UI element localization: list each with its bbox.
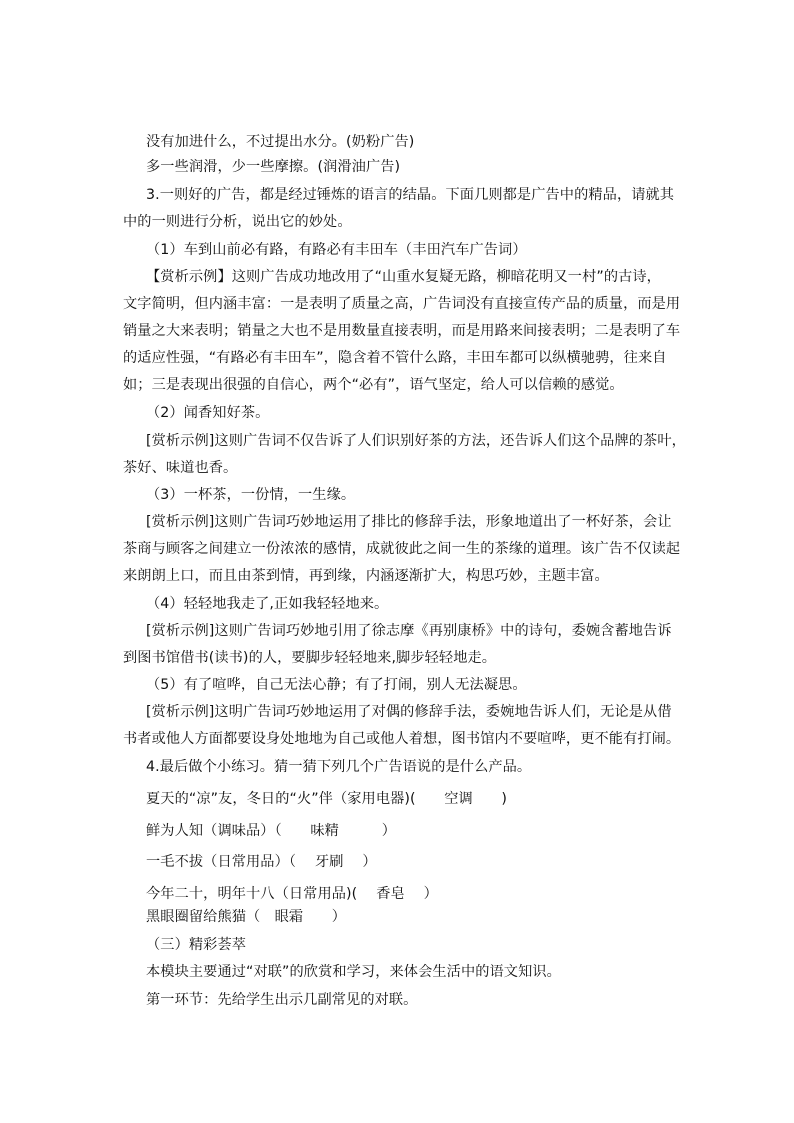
text-line: 销量之大来表明；销量之大也不是用数量直接表明，而是用路来间接表明；二是表明了车: [123, 323, 681, 339]
text-line: 的适应性强，“有路必有丰田车”，隐含着不管什么路，丰田车都可以纵横驰骋，往来自: [123, 350, 667, 366]
text-line: [赏析示例]这则广告词巧妙地运用了排比的修辞手法，形象地道出了一杯好茶，会让: [146, 514, 672, 530]
text-line: 中的一则进行分析，说出它的妙处。: [123, 214, 352, 230]
text-line: （1）车到山前必有路，有路必有丰田车（丰田汽车广告词）: [146, 242, 527, 258]
text-line: 到图书馆借书(读书)的人，要脚步轻轻地来,脚步轻轻地走。: [123, 650, 497, 666]
text-line: 茶好、味道也香。: [123, 460, 238, 476]
text-line: 黑眼圈留给熊猫（ 眼霜 ）: [146, 909, 347, 925]
text-line: [赏析示例]这则广告词不仅告诉了人们识别好茶的方法，还告诉人们这个品牌的茶叶，: [146, 433, 686, 449]
text-line: 来朗朗上口，而且由茶到情，再到缘，内涵逐渐扩大，构思巧妙，主题丰富。: [123, 568, 609, 584]
text-line: 夏天的“凉”友，冬日的“火”伴（家用电器)( 空调 ): [146, 791, 508, 807]
text-line: 没有加进什么，不过提出水分。(奶粉广告): [146, 134, 415, 150]
text-line: 茶商与顾客之间建立一份浓浓的感情，成就彼此之间一生的茶缘的道理。该广告不仅读起: [123, 541, 681, 557]
section-heading: （三）精彩荟萃: [146, 937, 247, 953]
text-line: （5）有了喧哗，自己无法心静；有了打闹，别人无法凝思。: [146, 677, 527, 693]
text-line: 鲜为人知（调味品）（ 味精 ）: [146, 823, 397, 839]
text-line: 第一环节：先给学生出示几副常见的对联。: [146, 992, 418, 1008]
text-line: [赏析示例]这明广告词巧妙地运用了对偶的修辞手法，委婉地告诉人们，无论是从借: [146, 704, 672, 720]
text-line: 文字简明，但内涵丰富：一是表明了质量之高，广告词没有直接宣传产品的质量，而是用: [123, 296, 681, 312]
text-line: 今年二十，明年十八（日常用品)( 香皂 ）: [146, 886, 438, 902]
text-line: 如；三是表现出很强的自信心，两个“必有”，语气坚定，给人可以信赖的感觉。: [123, 377, 624, 393]
text-line: （4）轻轻地我走了,正如我轻轻地来。: [146, 596, 389, 612]
text-line: 本模块主要通过“对联”的欣赏和学习，来体会生活中的语文知识。: [146, 964, 561, 980]
text-line: [赏析示例]这则广告词巧妙地引用了徐志摩《再别康桥》中的诗句，委婉含蓄地告诉: [146, 623, 672, 639]
text-line: 4.最后做个小练习。猜一猜下列几个广告语说的是什么产品。: [146, 759, 532, 775]
text-line: 书者或他人方面都要设身处地地为自己或他人着想，图书馆内不要喧哗，更不能有打闹。: [123, 731, 681, 747]
text-line: 3.一则好的广告，都是经过锤炼的语言的结晶。下面几则都是广告中的精品，请就其: [146, 187, 675, 203]
text-line: 多一些润滑，少一些摩擦。(润滑油广告): [146, 159, 401, 175]
text-line: （2）闻香知好茶。: [146, 405, 270, 421]
text-line: 一毛不拔（日常用品）（ 牙刷 ）: [146, 854, 377, 870]
text-line: （3）一杯茶，一份情，一生缘。: [146, 487, 356, 503]
text-line: 【赏析示例】这则广告成功地改用了“山重水复疑无路，柳暗花明又一村”的古诗，: [146, 269, 661, 285]
